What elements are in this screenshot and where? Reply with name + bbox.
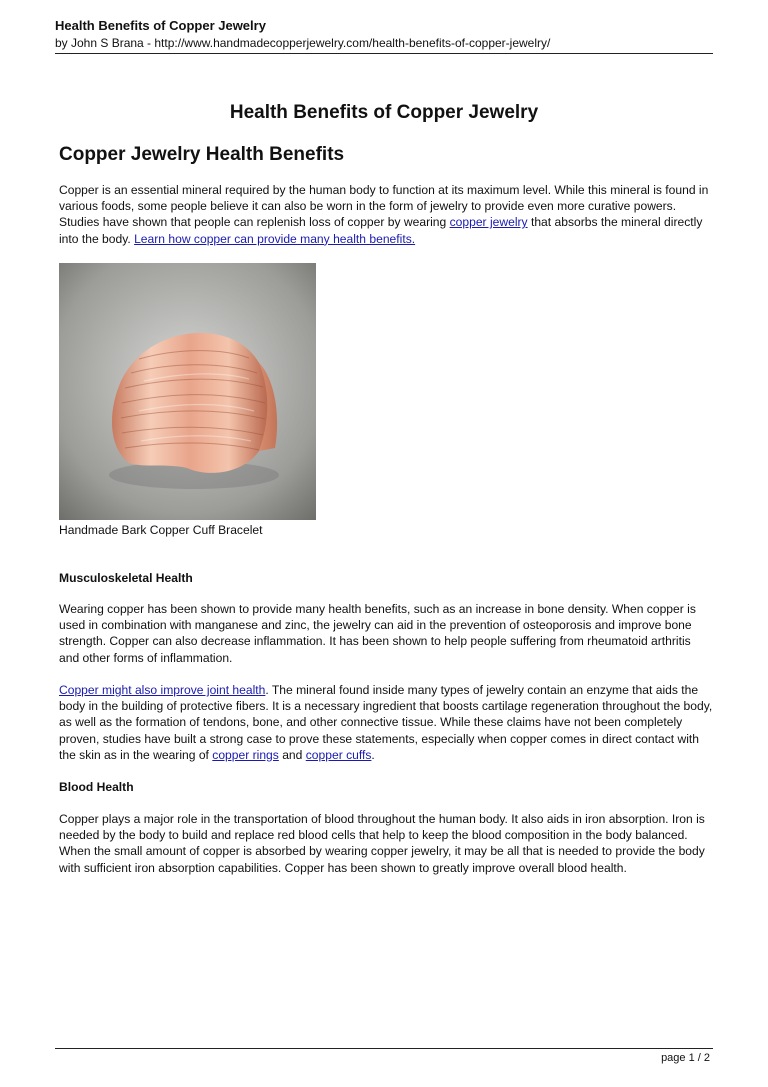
copper-cuffs-link[interactable]: copper cuffs [305,747,372,762]
paragraph-2-text: . The mineral found inside many types of jewelry contain an enzyme that aids the body in the building of protective fibers. It is a necessary ingredient that boosts cartilage regeneration throughout the body, as well as the formation of tendons, bone, and other connective tissue. While these claims have not been completely proven, studies have built a strong case to prove these statements, especially when copper comes in direct contact with the skin as in the wearing of [59,683,713,762]
document-title: Health Benefits of Copper Jewelry [229,102,539,123]
copper-jewelry-link[interactable]: copper jewelry [449,215,528,230]
intro-text-2: that absorbs the mineral directly into the body. [59,215,703,246]
learn-more-link[interactable]: Learn how copper can provide many health benefits. [134,231,416,246]
page-header [55,18,713,51]
footer-divider [55,1048,713,1049]
image-caption: Handmade Bark Copper Cuff Bracelet [59,523,263,537]
musculoskeletal-paragraph-2 [59,682,714,763]
intro-paragraph [59,182,714,247]
blood-health-heading: Blood Health [59,780,134,794]
musculoskeletal-paragraph-1: Wearing copper has been shown to provide many health benefits, such as an increase in bone density. When copper is used in combination with manganese and zinc, the jewelry can aid in the prevention of osteoporosis and improve bone strength. Copper can also decrease inflammation. It has been shown to help people suffering from rheumatoid arthritis and other forms of inflammation. [59,602,696,665]
header-title: Health Benefits of Copper Jewelry [55,18,266,33]
musculoskeletal-heading: Musculoskeletal Health [59,571,193,585]
copper-rings-link[interactable]: copper rings [212,747,279,762]
period-text: . [371,747,375,762]
section-heading: Copper Jewelry Health Benefits [59,144,345,165]
page-number: page 1 / 2 [661,1052,710,1064]
header-divider [55,53,713,54]
intro-text-1: Copper is an essential mineral required by the human body to function at its maximum level. While this mineral is found in various foods, some people believe it can also be worn in the form of jewelry to provide even more curative powers. Studies have shown that people can replenish loss of copper by wearing [59,183,709,230]
blood-health-paragraph: Copper plays a major role in the transportation of blood throughout the human body. It also aids in iron absorption. Iron is needed by the body to build and replace red blood cells that help to keep the blood composition in the body balanced. When the small amount of copper is absorbed by wearing copper jewelry, it may be all that is needed to provide the body with sufficient iron absorption capabilities. Copper has been shown to greatly improve overall blood health. [59,812,705,875]
copper-cuff-photo [59,263,316,520]
and-text: and [278,747,306,762]
header-byline: by John S Brana - http://www.handmadecopperjewelry.com/health-benefits-of-copper-jewelry/ [55,36,551,50]
joint-health-link[interactable]: Copper might also improve joint health [59,683,266,697]
